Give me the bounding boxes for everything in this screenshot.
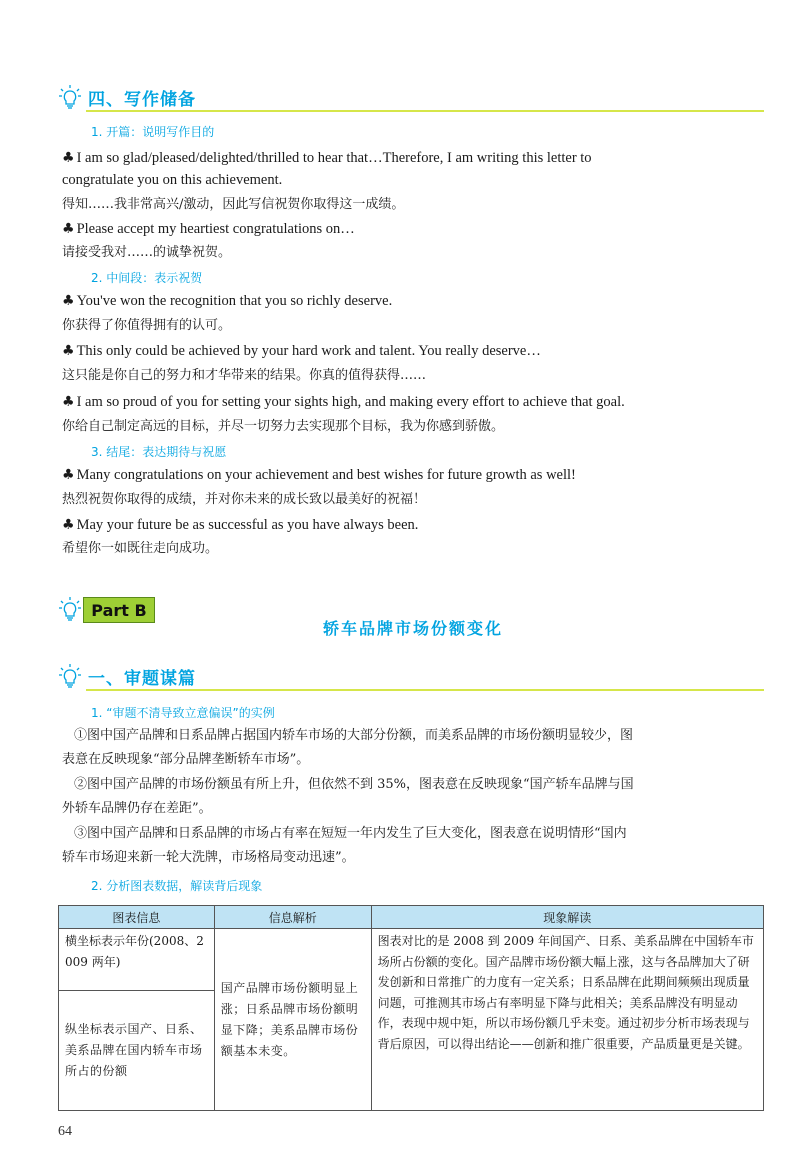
page-number: 64 bbox=[58, 1124, 72, 1139]
club-icon: ♣ bbox=[62, 517, 75, 533]
subheading-data: 2. 分析图表数据，解读背后现象 bbox=[91, 879, 263, 893]
table-header: 图表信息 bbox=[59, 906, 215, 929]
sentence-en: ♣ Please accept my heartiest congratulations on… bbox=[62, 221, 355, 237]
analysis-table bbox=[58, 905, 764, 1111]
part-b-badge: Part B bbox=[83, 597, 155, 623]
section-rule bbox=[86, 689, 764, 691]
sentence-cn: 你给自己制定高远的目标，并尽一切努力去实现那个目标，我为你感到骄傲。 bbox=[62, 419, 505, 434]
paragraph-1-cont: 表意在反映现象“部分品牌垄断轿车市场”。 bbox=[62, 752, 310, 767]
paragraph-3: ③图中国产品牌和日系品牌的市场占有率在短短一年内发生了巨大变化，图表意在说明情形“国内 bbox=[74, 826, 627, 841]
club-icon: ♣ bbox=[62, 467, 75, 483]
sentence-cn: 热烈祝贺你取得的成绩，并对你未来的成长致以最美好的祝福！ bbox=[62, 492, 427, 507]
subheading-example: 1. “审题不清导致立意偏误”的实例 bbox=[91, 706, 275, 720]
table-header: 信息解析 bbox=[214, 906, 371, 929]
section-title: 四、写作储备 bbox=[88, 89, 196, 110]
lightbulb-icon bbox=[58, 663, 82, 689]
sentence-en-cont: congratulate you on this achievement. bbox=[62, 172, 283, 188]
lightbulb-icon bbox=[58, 84, 82, 110]
section-header-analysis bbox=[58, 663, 196, 689]
sentence-en: ♣ I am so glad/pleased/delighted/thrilled to hear that…Therefore, I am writing this letter to bbox=[62, 150, 592, 166]
sentence-en: ♣ Many congratulations on your achievement and best wishes for future growth as well! bbox=[62, 467, 576, 483]
sentence-cn: 希望你一如既往走向成功。 bbox=[62, 541, 219, 556]
sentence-en: ♣ This only could be achieved by your hard work and talent. You really deserve… bbox=[62, 343, 541, 359]
section-header-writing bbox=[58, 84, 196, 110]
sentence-cn: 你获得了你值得拥有的认可。 bbox=[62, 318, 232, 333]
club-icon: ♣ bbox=[62, 343, 75, 359]
club-icon: ♣ bbox=[62, 394, 75, 410]
sentence-en: ♣ You've won the recognition that you so richly deserve. bbox=[62, 293, 393, 309]
paragraph-3-cont: 轿车市场迎来新一轮大洗牌，市场格局变动迅速”。 bbox=[62, 850, 355, 865]
club-icon: ♣ bbox=[62, 293, 75, 309]
club-icon: ♣ bbox=[62, 221, 75, 237]
subheading-ending: 3. 结尾：表达期待与祝愿 bbox=[91, 445, 227, 459]
paragraph-1: ①图中国产品牌和日系品牌占据国内轿车市场的大部分份额，而美系品牌的市场份额明显较少，图 bbox=[74, 728, 634, 743]
table-cell: 国产品牌市场份额明显上涨；日系品牌市场份额明显下降；美系品牌市场份额基本未变。 bbox=[214, 929, 371, 1111]
subheading-middle: 2. 中间段：表示祝贺 bbox=[91, 271, 203, 285]
table-header: 现象解读 bbox=[371, 906, 763, 929]
table-cell: 图表对比的是 2008 到 2009 年间国产、日系、美系品牌在中国轿车市场所占份额的变化。国产品牌市场份额大幅上涨，这与各品牌加大了研发创新和日常推广的力度有一定关系；日系品牌在此期间频频出现质量问题，可推测其市场占有率明显下降与此相关；美系品牌没有明显动作，表现中规中矩，所以市场份额几乎未变。通过初步分析市场表现与背后原因，可以得出结论——创新和推广很重要，产品质量更是关键。 bbox=[371, 929, 763, 1111]
table-cell: 纵坐标表示国产、日系、美系品牌在国内轿车市场所占的份额 bbox=[59, 991, 215, 1111]
table-cell: 横坐标表示年份(2008、2009 两年) bbox=[59, 929, 215, 991]
section-title: 一、审题谋篇 bbox=[88, 668, 196, 689]
subheading-opening: 1. 开篇：说明写作目的 bbox=[91, 125, 215, 139]
section-rule bbox=[86, 110, 764, 112]
paragraph-2: ②图中国产品牌的市场份额虽有所上升，但依然不到 35%，图表意在反映现象“国产轿车品牌与国 bbox=[74, 777, 634, 792]
sentence-cn: 得知……我非常高兴/激动，因此写信祝贺你取得这一成绩。 bbox=[62, 197, 405, 212]
club-icon: ♣ bbox=[62, 150, 75, 166]
table-header-row bbox=[59, 906, 764, 929]
part-b-title: 轿车品牌市场份额变化 bbox=[322, 619, 503, 638]
sentence-en: ♣ May your future be as successful as you have always been. bbox=[62, 517, 419, 533]
table-row bbox=[59, 929, 764, 991]
sentence-cn: 这只能是你自己的努力和才华带来的结果。你真的值得获得…… bbox=[62, 368, 427, 383]
sentence-en: ♣ I am so proud of you for setting your sights high, and making every effort to achieve that goal. bbox=[62, 394, 625, 410]
paragraph-2-cont: 外轿车品牌仍存在差距”。 bbox=[62, 801, 212, 816]
sentence-cn: 请接受我对……的诚挚祝贺。 bbox=[62, 245, 232, 260]
